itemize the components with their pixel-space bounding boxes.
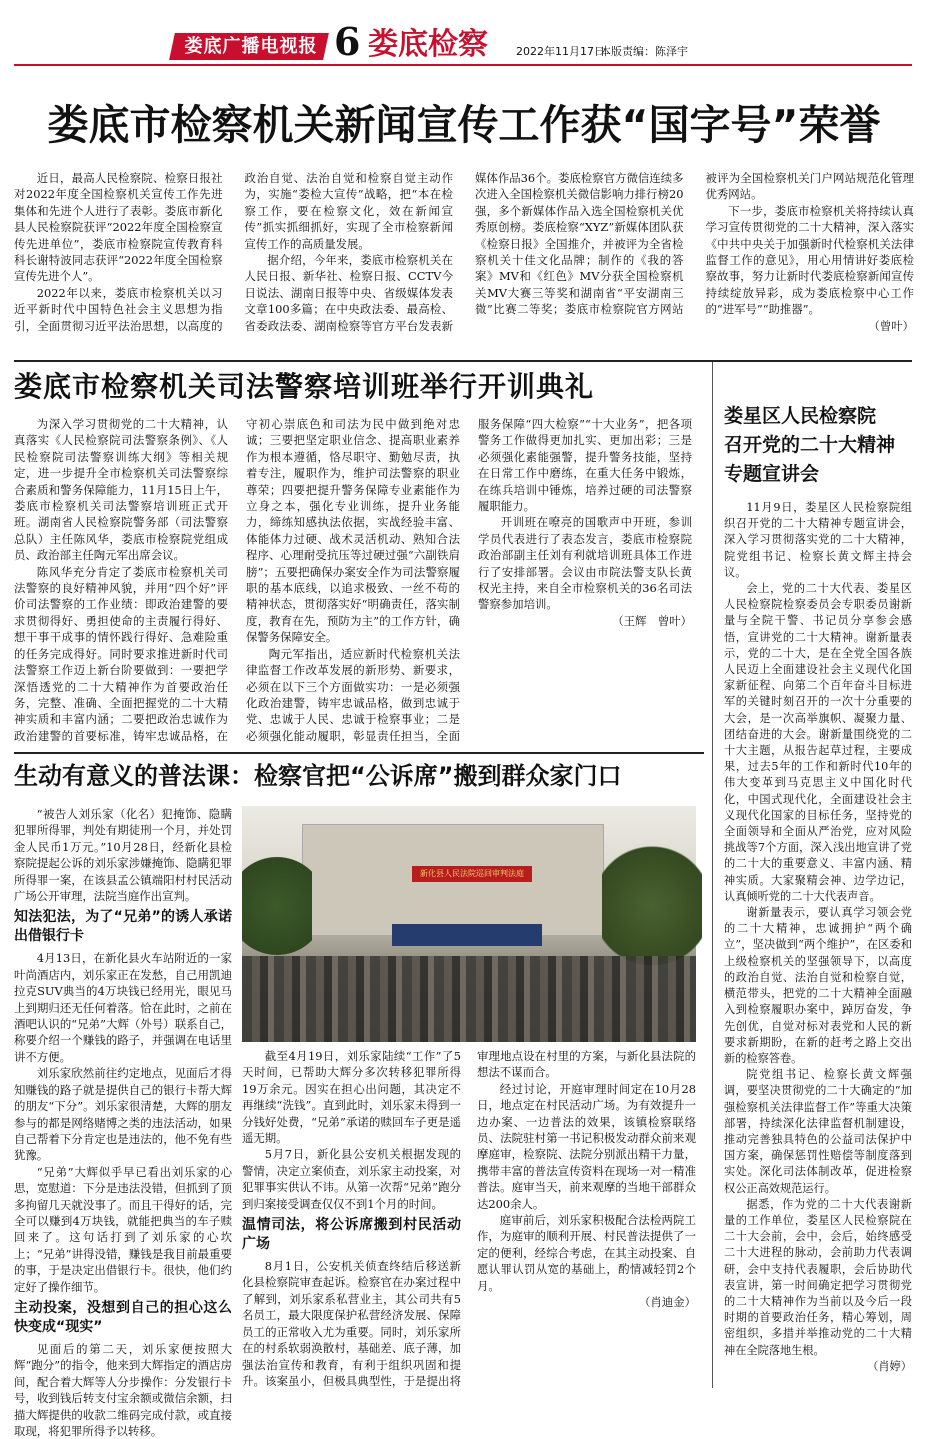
article1-para: 下一步，娄底市检察机关将持续认真学习宣传贯彻党的二十大精神，深入落实《中共中央关于加强新时代检察机关法律监督工作的意见》，用心用情讲好娄底检察故事，努力让新时代娄底检察新闻宣传持续绽放异彩，成为娄底检察中心工作的“进军号”“助推器”。	[705, 203, 914, 317]
column-divider	[712, 362, 713, 1388]
article2-para: 为深入学习贯彻党的二十大精神，认真落实《人民检察院司法警察条例》、《人民检察院司法警察训练大纲》等相关规定，进一步提升全市检察机关司法警察综合素质和警务保障能力，11月15日上午，娄底市检察机关司法警察培训班正式开班。湖南省人民检察院警务部（司法警察总队）主任陈风华，娄底市检察院党组成员、政治部主任陶元军出席会议。	[14, 417, 228, 563]
article1-para: 近日，最高人民检察院、检察日报社对2022年度全国检察机关宣传工作先进集体和先进个人进行了表彰。娄底市新化县人民检察院获评“2022年度全国检察宣传先进单位”，娄底市检察院宣传教育科科长谢特波同志获评“2022年度全国检察宣传先进个人”。	[14, 171, 223, 284]
article2-para: 开训班在嘹亮的国歌声中开班，参训学员代表进行了表态发言，娄底市检察院政治部副主任刘有利就培训班具体工作进行了安排部署。会议由市院法警支队长黄权光主持，来自全市检察机关的36名司法警察参加培训。	[478, 515, 692, 612]
article3-para: 11月9日，娄星区人民检察院组织召开党的二十大精神专题宣讲会，深入学习贯彻落实党的二十大精神，院党组书记、检察长黄文辉主持会议。	[724, 501, 912, 579]
article4-para: 刘乐家欣然前往约定地点，见面后才得知赚钱的路子就是提供自己的银行卡帮大辉的朋友“下分”。刘乐家很清楚，大辉的朋友参与的都是网络赌博之类的违法活动，如果自己帮着下分肯定也是违法的，他不免有些犹豫。	[14, 1066, 232, 1163]
article4-headline: 生动有意义的普法课：检察官把“公诉席”搬到群众家门口	[14, 762, 622, 790]
tree	[602, 836, 702, 976]
article4-intro: “被告人刘乐家（化名）犯掩饰、隐瞒犯罪所得罪，判处有期徒刑一个月，并处罚金人民币1万元。”10月28日，经新化县检察院提起公诉的刘乐家涉嫌掩饰、隐瞒犯罪所得罪一案，在该县孟公镇端阳村村民活动广场公开审理，法院当庭作出宣判。	[14, 807, 232, 904]
article4-subhead-3: 温情司法，将公诉席搬到村民活动广场	[242, 1217, 461, 1253]
article4-subhead-2: 主动投案，没想到自己的担心这么快变成“现实”	[14, 1299, 232, 1335]
page-editor: 本版责编：陈泽宇	[600, 45, 688, 58]
masthead-rule	[14, 64, 912, 66]
article1-headline: 娄底市检察机关新闻宣传工作获“国字号”荣誉	[47, 101, 881, 149]
page-number: 6	[334, 19, 361, 64]
crowd	[242, 956, 696, 1042]
article4-byline: （肖迪金）	[639, 1295, 696, 1310]
section-title: 娄底检察	[368, 27, 488, 62]
article4-para: 截至4月19日，刘乐家陆续“工作”了5天时间，已帮助大辉分多次转移犯罪所得19万余元。因实在担心出问题，其决定不再继续“洗钱”。直到此时，刘乐家未得到一分钱好处费，“兄弟”承诺的赎回车子更是遥遥无期。	[242, 1049, 461, 1146]
article3-para: 谢新量表示，要认真学习领会党的二十大精神，忠诚拥护“两个确立”，坚决做到“两个维护”，在区委和上级检察机关的坚强领导下，以高度的政治自觉、法治自觉和检察自觉，横范带头，把党的二十大精神全面融入到检察履职办案中，踔厉奋发，争先创优，自觉对标对表党和人民的新要求新期盼，在新的赶考之路上交出新的检察答卷。	[724, 906, 912, 1065]
article4-para: 庭审前后，刘乐家积极配合法检两院工作，为庭审的顺利开展、村民普法提供了一定的便利，经综合考虑，在其主动投案、自愿认罪认罚从宽的基础上，酌情减轻罚2个月。	[477, 1213, 696, 1293]
divider	[14, 360, 912, 362]
article3-headline	[724, 402, 914, 489]
article1-para: 2022年以来，娄底市检察机关以习近平新时代中国特色社会主义思想为指引，全面贯彻习近平法治思想，以高度的政治自觉、法治自觉和检察自觉主动作为，实施“娄检大宣传”战略，把“本在检察工作，要在检察文化，效在新闻宣传”抓实抓细抓好，实现了全市检察新闻宣传工作的高质量发展。	[14, 171, 453, 333]
article4-lower-body	[242, 1048, 696, 1392]
article3-byline: （肖婷）	[867, 1359, 912, 1373]
article4-para: 见面后的第二天，刘乐家便按照大辉“跑分”的指令，他来到大辉指定的酒店房间，配合着大辉等人分步操作：分发银行卡号，收到钱后转支付宝余额或微信余额，扫描大辉提供的收款二维码完成付款，或直接取现，将犯罪所得予以转移。	[14, 1341, 232, 1438]
article2-para: 陈风华充分肯定了娄底市检察机关司法警察的良好精神风貌，并用“四个好”评价司法警察的工作业绩：即政治建警的要求贯彻得好、勇担使命的主责履行得好、想干事干成事的情怀践行得好、急难险重的任务完成得好。同时要求推进新时代司法警察工作迈上新台阶要做到：一要把学深悟透党的二十大精神作为首要政治任务，完整、准确、全面把握党的二十大精神实质和丰富内涵；二要把政治忠诚作为政治建警的首要标准，铸牢忠诚品格，在守初心崇底色和司法为民中做到绝对忠诚；三要把坚定职业信念、提高职业素养作为根本遵循，恪尽职守、勤勉尽责，执着专注，履职作为，维护司法警察的职业尊荣；四要把提升警务保障专业素能作为立身之本，强化专业训练，提升业务能力，缔练知感执法依据，实战经验丰富、体能体力过硬、战术灵活机动、熟知合法程序、心理耐受抗压等过硬过强“六副铁肩膀”；五要把确保办案安全作为司法警察履职的基本底线，以追求极致、一丝不苟的精神状态，贯彻落实好“明确责任，落实制度，教育在先，预防为主”的工作方针，确保警务保障安全。	[14, 417, 460, 743]
article3-para: 据悉，作为党的二十大代表谢新量的工作单位，娄星区人民检察院在二十大会前，会中，会后，始终感受二十大进程的脉动，会前助力代表调研，会中支持代表履职，会后协助代表宣讲，第一时间确定把学习贯彻党的二十大精神作为当前以及今后一段时期的首要政治任务，精心筹划，周密组织，多措并举推动党的二十大精神在全院落地生根。	[724, 1197, 912, 1357]
article4-subhead-1: 知法犯法，为了“兄弟”的诱人承诺出借银行卡	[14, 909, 232, 945]
brand-name: 娄底广播电视报	[184, 36, 318, 57]
article4-para: 8月1日，公安机关侦查终结后移送新化县检察院审查起诉。检察官在办案过程中了解到，刘乐家系私营业主，其公司共有5名员工，最大限度保护私营经济发展、保障员工的正常收入尤为重要。同时，刘乐家所在的村系软弱涣散村，基础差、底子薄，加强法治宣传和教育，有利于组织巩固和提升。该案虽小，但极具典型性，于是提出将审理地点设在村里的方案，与新化县法院的想法不谋而合。	[242, 1049, 696, 1388]
article4-para: 4月13日，在新化县火车站附近的一家叶尚酒店内，刘乐家正在发愁，自己用凯迪拉克SUV典当的4万块钱已经用光，眼见马上到期归还无任何着落。恰在此时，之前在酒吧认识的“兄弟”大辉（外号）联系自己，称要介绍一个赚钱的路子，并强调在电话里讲不方便。	[14, 951, 232, 1064]
banner-text: 新化县人民法院巡回审判法庭	[420, 869, 524, 878]
article3-headline-line: 专题宣讲会	[724, 463, 820, 485]
article2-headline: 娄底市检察机关司法警察培训班举行开训典礼	[14, 370, 595, 403]
article4-col1	[14, 806, 232, 1438]
article1-body	[14, 170, 914, 350]
tree	[242, 846, 312, 966]
article2-body	[14, 416, 692, 746]
divider	[14, 752, 704, 754]
article3-para: 会上，党的二十大代表、娄星区人民检察院检察委员会专职委员谢新量与全院干警、书记员分享参会感悟，宣讲党的二十大精神。谢新量表示，党的二十大，是在全党全国各族人民迈上全面建设社会主义现代化国家新征程、向第二个百年奋斗目标进军的关键时刻召开的一次十分重要的大会，是一次高举旗帜、凝聚力量、团结奋进的大会。谢新量围绕党的二十大主题，从报告起草过程，主要成果，过去5年的工作和新时代10年的伟大变革到马克思主义中国化时代化，中国式现代化，全面建设社会主义现代化国家的目标任务，坚持党的全面领导和全面从严治党，应对风险挑战等7个方面，深入浅出地宣讲了党的二十大的重要意义、丰富内涵、精神实质。大家聚精会神、边学边记，认真倾听党的二十大代表声音。	[724, 582, 912, 903]
article3-body	[724, 500, 912, 1392]
article4-para: 5月7日，新化县公安机关根据发现的警情，决定立案侦查，刘乐家主动投案，对犯罪事实供认不讳。从第一次帮“兄弟”跑分到归案接受调查仅仅不到1个月的时间。	[242, 1147, 461, 1211]
article3-para: 院党组书记、检察长黄文辉强调，要坚决贯彻党的二十大确定的“加强检察机关法律监督工作”等重大决策部署，持续深化法律监督机制建设，推动完善独具特色的公益司法保护中国方案，确保惩罚性赔偿等制度落到实处。深化司法体制改革，促进检察权公正高效规范运行。	[724, 1068, 912, 1195]
article1-para: 据介绍，今年来，娄底市检察机关在人民日报、新华社、检察日报、CCTV今日说法、湖南日报等中央、省级媒体发表文章100多篇；在中央政法委、最高检、省委政法委、湖南检察等官方平台发表新媒体作品36个。娄底检察官方微信连续多次进入全国检察机关微信影响力排行榜20强，多个新媒体作品入选全国检察机关优秀原创榜。娄底检察“XYZ”新媒体团队获《检察日报》全国推介，并被评为全省检察机关十佳文化品牌；制作的《我的答案》MV和《红色》MV分获全国检察机关MV大赛三等奖和湖南省“平安湖南三微”比赛二等奖；娄底市检察院官方网站被评为全国检察机关门户网站规范化管理优秀网站。	[244, 171, 914, 333]
judge-table	[392, 924, 542, 946]
article4-para: 经过讨论，开庭审理时间定在10月28日，地点定在村民活动广场。为有效提升一边办案、一边普法的效果，该镇检察联络员、法院驻村第一书记积极发动群众前来观摩庭审，检察院、法院分别派出精干力量，携带丰富的普法宣传资料在现场一对一精准普法。庭审当天，前来观摩的当地干部群众达200余人。	[477, 1081, 696, 1211]
trial-photo	[242, 806, 696, 1042]
article3-headline-line: 召开党的二十大精神	[724, 434, 896, 456]
article1-byline: （曾叶）	[868, 318, 914, 333]
article3-headline-line: 娄星区人民检察院	[724, 405, 877, 427]
article2-byline: （王辉 曾叶）	[612, 613, 692, 628]
article4-para: “兄弟”大辉似乎早已看出刘乐家的心思，宽慰道：下分是违法没错，但抓到了顶多拘留几天就没事了。而且干得好的话，完全可以赚到4万块钱，就能把典当的车子赎回来了。这句话打到了刘乐家的心坎上；“兄弟”讲得没错，赚钱是我目前最重要的事，于是决定出借银行卡。很快，他们约定好了操作细节。	[14, 1164, 232, 1294]
article2-para: 陶元军指出，适应新时代检察机关法律监督工作改革发展的新形势、新要求，必须在以下三个方面做实功：一是必须强化政治建警，铸牢忠诚品格，做到忠诚于党、忠诚于人民、忠诚于检察事业；二是必须强化能动履职，彰显责任担当，全面服务保障“四大检察”“十大业务”，把各项警务工作做得更加扎实、更加出彩；三是必须强化素能强警，提升警务技能，坚持在日常工作中磨练，在重大任务中锻炼，在练兵培训中锤炼，培养过硬的司法警察履职能力。	[246, 417, 692, 743]
masthead	[0, 0, 926, 68]
issue-date: 2022年11月17日	[516, 45, 605, 58]
